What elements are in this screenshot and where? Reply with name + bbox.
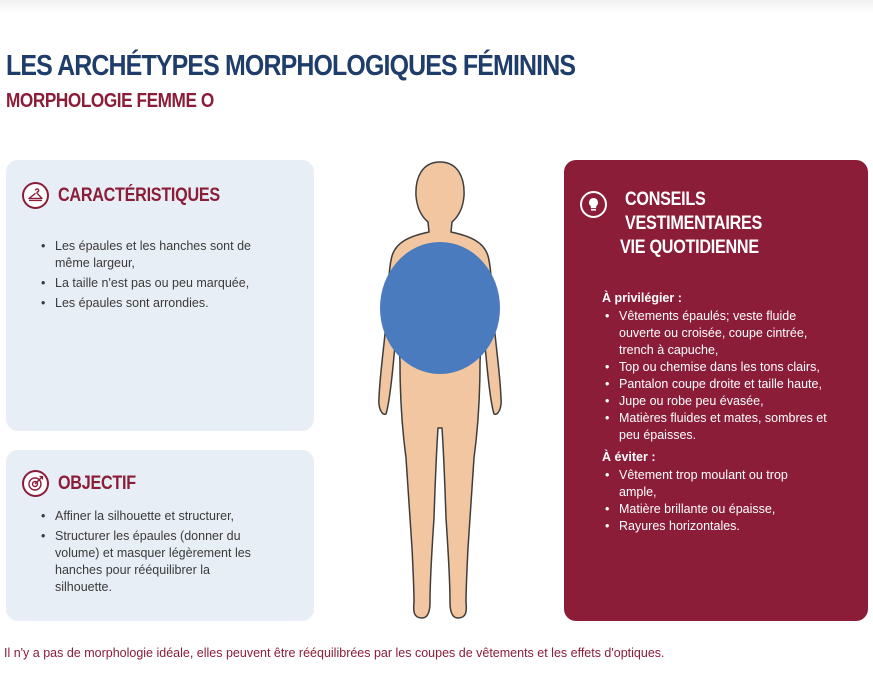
list-item: • Les épaules sont arrondies. (38, 295, 268, 312)
target-icon (22, 470, 49, 497)
list-item: • Les épaules et les hanches sont de même largeur, (38, 238, 268, 272)
advice-title-line1: CONSEILS (625, 189, 706, 210)
body-silhouette (370, 158, 510, 624)
advice-card (564, 160, 868, 621)
objective-card (6, 450, 314, 621)
footer-note: Il n'y a pas de morphologie idéale, elles peuvent être rééquilibrées par les coupes de vêtements et les effets d'optiques. (4, 646, 665, 660)
prefer-label: À privilégier : (602, 291, 682, 305)
lightbulb-icon (580, 191, 607, 218)
characteristics-title: CARACTÉRISTIQUES (58, 184, 220, 206)
hanger-icon (22, 182, 49, 209)
objective-title: OBJECTIF (58, 472, 136, 494)
objective-list (38, 508, 258, 599)
list-item: • Rayures horizontales. (602, 518, 822, 535)
list-item: • La taille n'est pas ou peu marquée, (38, 275, 268, 292)
list-item: • Structurer les épaules (donner du volume) et masquer légèrement les hanches pour rééquilibrer la silhouette. (38, 528, 258, 596)
list-item: • Jupe ou robe peu évasée, (602, 393, 838, 410)
prefer-list (602, 308, 838, 444)
characteristics-list (38, 238, 268, 315)
page-title: LES ARCHÉTYPES MORPHOLOGIQUES FÉMININS (6, 50, 576, 82)
characteristics-header (22, 182, 249, 209)
characteristics-card (6, 160, 314, 431)
objective-header (22, 470, 150, 497)
list-item: • Affiner la silhouette et structurer, (38, 508, 258, 525)
list-item: • Matières fluides et mates, sombres et peu épaisses. (602, 410, 838, 444)
list-item: • Top ou chemise dans les tons clairs, (602, 359, 838, 376)
list-item: • Matière brillante ou épaisse, (602, 501, 822, 518)
advice-title-line3: VIE QUOTIDIENNE (620, 237, 759, 258)
advice-header (580, 188, 786, 260)
advice-title-block (616, 188, 786, 260)
avoid-label: À éviter : (602, 450, 656, 464)
list-item: • Pantalon coupe droite et taille haute, (602, 376, 838, 393)
avoid-list (602, 467, 822, 535)
top-fade (0, 0, 873, 14)
list-item: • Vêtement trop moulant ou trop ample, (602, 467, 822, 501)
advice-title-line2: VESTIMENTAIRES (625, 213, 763, 234)
list-item: • Vêtements épaulés; veste fluide ouverte ou croisée, coupe cintrée, trench à capuche, (602, 308, 838, 359)
page-subtitle: MORPHOLOGIE FEMME O (6, 90, 214, 112)
